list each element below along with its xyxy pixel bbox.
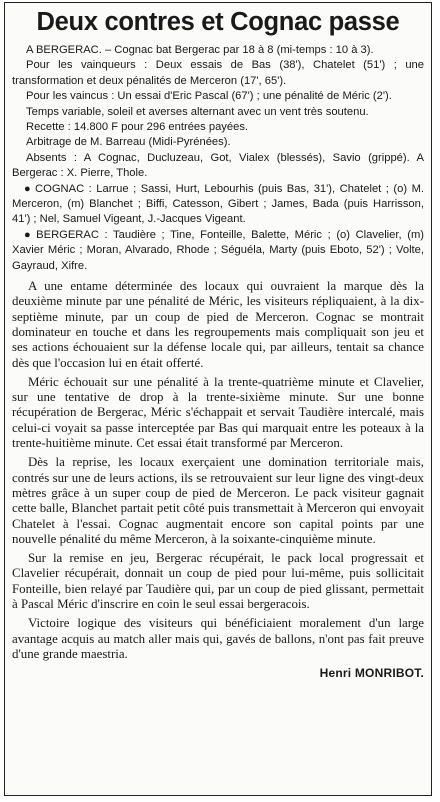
body-paragraph: Dès la reprise, les locaux exerçaient une domination territoriale mais, contrés sur une de leurs actions, ils se retrouvaient sur leur ligne des vingt-deux mètres grâce à un super coup de pied de Merceron. Le pack visiteur gagnait cette balle, Blanchet partait petit côté puis transmettait à Merceron qui envoyait Chatelet à l'essai. Cognac augmentait encore son capital points par une nouvelle pénalité du même Merceron, à la soixante-cinquième minute. bbox=[12, 455, 424, 546]
article-headline: Deux contres et Cognac passe bbox=[36, 8, 400, 36]
bergerac-lineup-text: BERGERAC : Taudière ; Tine, Fonteille, Balette, Méric ; (o) Clavelier, (m) Xavier Méric ; Moran, Alvarado, Rhode ; Séguéla, Marty (puis Eboto, 52') ; Volte, Gayraud, Xifre. bbox=[12, 228, 424, 272]
referee-note: Arbitrage de M. Barreau (Midi-Pyrénées). bbox=[26, 136, 231, 149]
body-paragraph: A une entame déterminée des locaux qui ouvraient la marque dès la deuxième minute par une pénalité de Méric, les visiteurs répliquaient, à la dix-septième minute, par un coup de pied de Merceron. Cognac se montrait dominateur en touche et dans les regroupements mais compliquait son jeu et ses actions échouaient sur la défense locale qui, par ailleurs, tentait sa chance dès que l'occasion lui en était offerté. bbox=[12, 279, 424, 370]
bullet-icon: ● bbox=[24, 182, 33, 195]
cognac-lineup bbox=[12, 182, 424, 228]
bullet-icon: ● bbox=[24, 228, 34, 241]
author-signature: Henri MONRIBOT. bbox=[319, 666, 424, 681]
receipts-note: Recette : 14.800 F pour 296 entrées payées. bbox=[26, 121, 249, 134]
newspaper-clipping bbox=[4, 2, 432, 796]
dateline: A BERGERAC. – Cognac bat Bergerac par 18 à 8 (mi-temps : 10 à 3). bbox=[26, 44, 374, 56]
winners-scoring: Pour les vainqueurs : Deux essais de Bas (38'), Chatelet (51') ; une transformation et deux pénalités de Merceron (17', 65'). bbox=[12, 59, 424, 87]
body-paragraph: Victoire logique des visiteurs qui bénéficiaient moralement d'un large avantage acquis au match aller mais qui, gavés de ballons, n'ont pas fait preuve d'une grande maestria. bbox=[12, 616, 424, 661]
bergerac-lineup bbox=[12, 228, 424, 274]
cognac-lineup-text: COGNAC : Larrue ; Sassi, Hurt, Lebourhis (puis Bas, 31'), Chatelet ; (o) M. Merceron, (m) Blanchet ; Biffi, Catesson, Gibert ; James, Bada (puis Harrisson, 41') ; Nel, Samuel Vigeant, J.-Jacques Vigeant. bbox=[12, 182, 424, 226]
absents-note: Absents : A Cognac, Ducluzeau, Got, Vialex (blessés), Savio (grippé). A Bergerac : X. Pierre, Thole. bbox=[12, 151, 424, 180]
body-paragraph: Méric échouait sur une pénalité à la trente-quatrième minute et Clavelier, sur une tentative de drop à la trente-sixième minute. Sur une bonne récupération de Bergerac, Méric s'échappait et servait Taudière intercalé, mais celui-ci voyait sa passe interceptée par Bas qui marquait entre les poteaux à la trente-huitième minute. Cet essai était transformé par Merceron. bbox=[12, 374, 424, 451]
article-body bbox=[12, 279, 424, 662]
body-paragraph: Sur la remise en jeu, Bergerac récupérait, le pack local progressait et Clavelier récupérait, donnait un coup de pied pour lui-même, puis sollicitait Fonteille, bien relayé par Taudière qui, par un coup de pied glissant, permettait à Pascal Méric d'inscrire en coin le seul essai bergeracois. bbox=[12, 551, 424, 612]
weather-note: Temps variable, soleil et averses alternant avec un vent très soutenu. bbox=[26, 105, 369, 118]
losers-scoring: Pour les vaincus : Un essai d'Eric Pascal (67') ; une pénalité de Méric (2'). bbox=[26, 90, 392, 103]
match-facts bbox=[12, 43, 424, 274]
